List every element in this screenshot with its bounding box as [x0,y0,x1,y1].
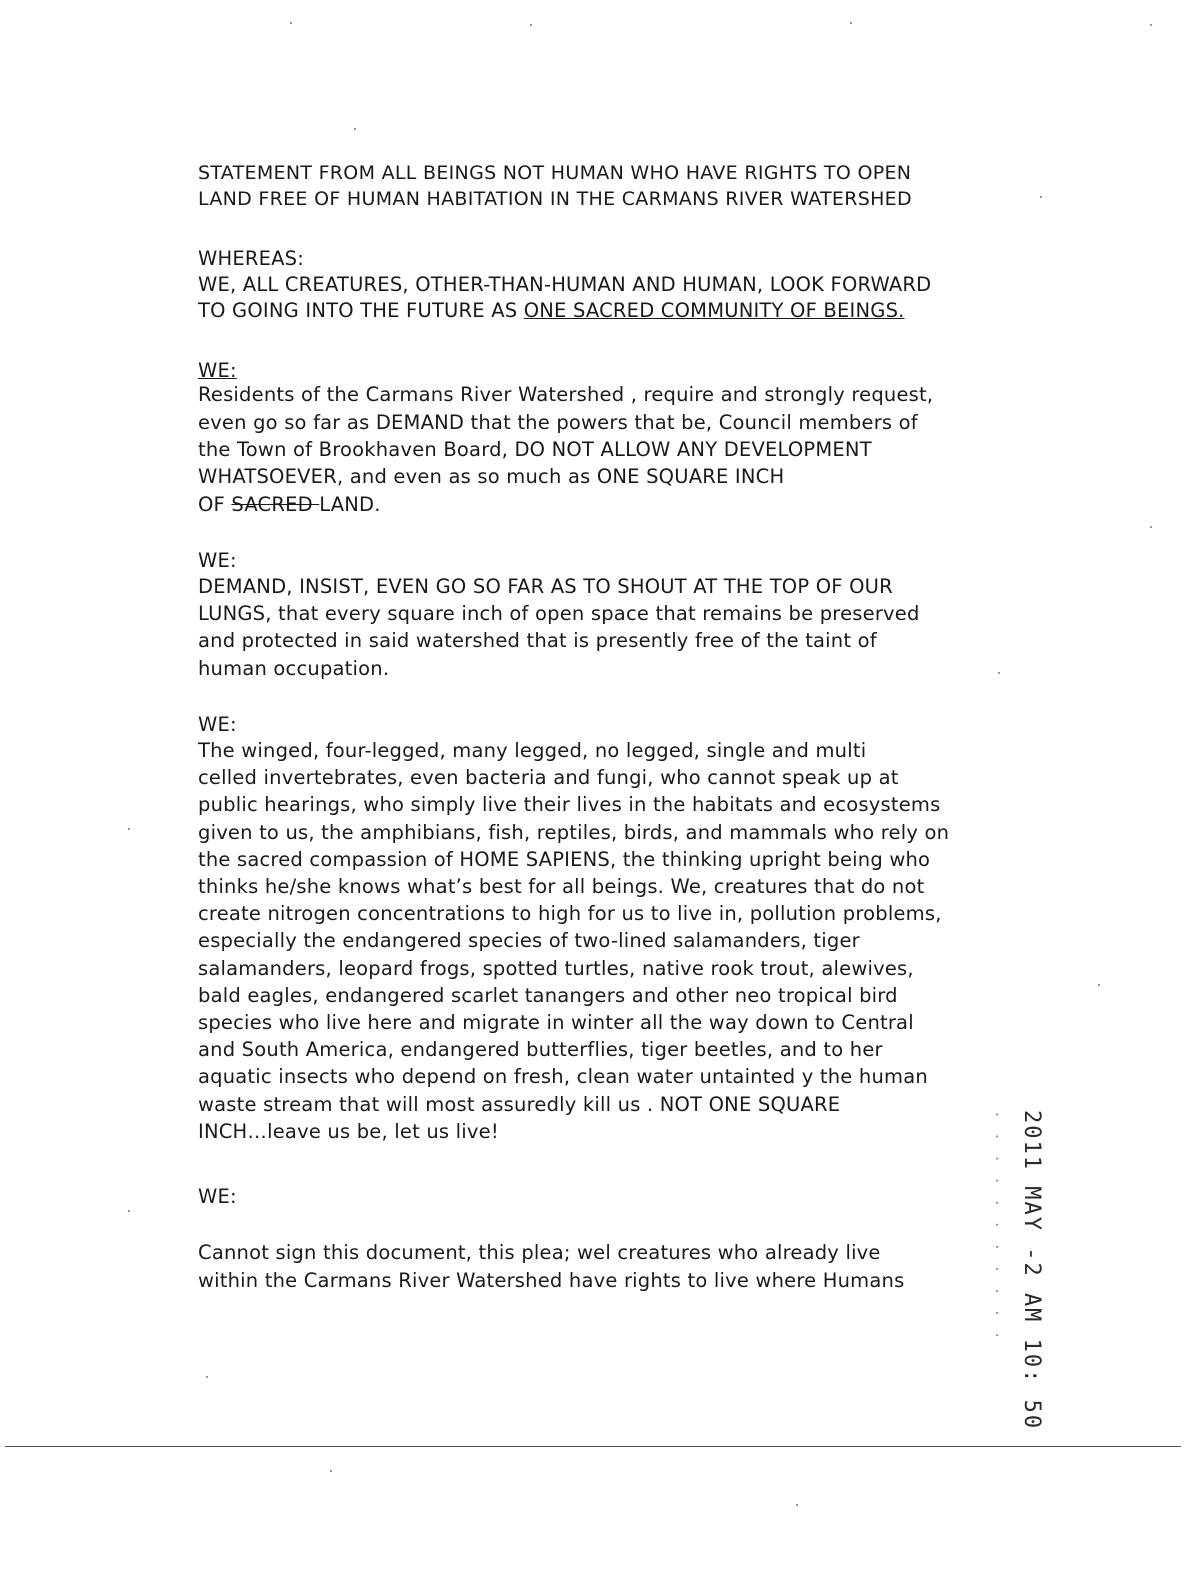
section3-line: given to us, the amphibians, fish, reptiles, birds, and mammals who rely on [198,820,950,844]
section2-line-4: human occupation. [198,657,390,680]
stamp-date-text: 2011 MAY -2 AM 10: 50 [1019,1110,1044,1431]
section1-line-3: the Town of Brookhaven Board, DO NOT ALLOW ANY DEVELOPMENT [198,438,872,461]
scan-speck [128,1210,130,1212]
scan-speck [1150,24,1152,26]
scan-speck [330,1470,332,1472]
scan-speck [1040,196,1042,198]
whereas-line-2 [198,298,905,324]
section3-line: aquatic insects who depend on fresh, clean water untainted y the human [198,1065,928,1089]
section2-line-2: LUNGS, that every square inch of open space that remains be preserved [198,602,920,625]
whereas-underlined-phrase: ONE SACRED COMMUNITY OF BEINGS. [523,299,905,322]
scan-speck [206,1376,208,1378]
section2-line-1: DEMAND, INSIST, EVEN GO SO FAR AS TO SHOUT AT THE TOP OF OUR [198,575,893,598]
section3-line: salamanders, leopard frogs, spotted turtles, native rook trout, alewives, [198,956,914,980]
section2-heading: WE: [198,549,237,572]
section3-line: especially the endangered species of two-lined salamanders, tiger [198,929,860,953]
whereas-line-2-prefix: TO GOING INTO THE FUTURE AS [198,299,524,322]
page-divider-line [5,1446,1181,1447]
scan-speck [1098,984,1100,986]
section1-line-2: even go so far as DEMAND that the powers that be, Council members of [198,411,918,434]
section3-line: waste stream that will most assuredly kill us . NOT ONE SQUARE [198,1092,841,1116]
section4-line-2: within the Carmans River Watershed have rights to live where Humans [198,1269,905,1292]
scan-speck [796,1504,798,1506]
scan-speck [850,22,852,24]
section3-line: create nitrogen concentrations to high for us to live in, pollution problems, [198,902,942,926]
scan-speck [998,672,1000,674]
section1-line-5 [198,492,381,518]
section3-line: thinks he/she knows what’s best for all beings. We, creatures that do not [198,875,925,898]
whereas-line-1: WE, ALL CREATURES, OTHER-THAN-HUMAN AND HUMAN, LOOK FORWARD [198,273,932,296]
section1-last-suffix: LAND. [319,493,381,516]
section1-heading: WE: [198,359,237,382]
section3-line: The winged, four-legged, many legged, no legged, single and multi [198,739,867,762]
section1-line-4: WHATSOEVER, and even as so much as ONE SQUARE INCH [198,465,785,488]
struck-word: SACRED [231,493,320,516]
section3-line: INCH…leave us be, let us live! [198,1119,499,1143]
section3-heading: WE: [198,713,237,736]
title-line-1: STATEMENT FROM ALL BEINGS NOT HUMAN WHO HAVE RIGHTS TO OPEN [198,162,912,184]
section3-line: celled invertebrates, even bacteria and fungi, who cannot speak up at [198,766,899,790]
scan-speck [530,24,532,26]
scan-speck [128,828,130,830]
section3-line: species who live here and migrate in winter all the way down to Central [198,1011,914,1034]
received-date-stamp [960,1110,1050,1431]
scan-speck [354,128,356,130]
section1-line-1: Residents of the Carmans River Watershed , require and strongly request, [198,383,934,406]
section1-last-prefix: OF [198,493,232,516]
scan-speck [290,22,292,24]
title-line-2: LAND FREE OF HUMAN HABITATION IN THE CARMANS RIVER WATERSHED [198,188,912,210]
whereas-heading: WHEREAS: [198,247,305,270]
section3-line: public hearings, who simply live their lives in the habitats and ecosystems [198,793,941,817]
section3-line: bald eagles, endangered scarlet tanangers and other neo tropical bird [198,983,898,1007]
section2-line-3: and protected in said watershed that is presently free of the taint of [198,629,877,652]
section3-line: and South America, endangered butterflies, tiger beetles, and to her [198,1038,883,1062]
section4-heading: WE: [198,1185,237,1208]
stamp-faded-marks: · · · · · · · · · · · [988,1110,1006,1342]
section4-line-1: Cannot sign this document, this plea; wel creatures who already live [198,1241,881,1264]
section3-line: the sacred compassion of HOME SAPIENS, the thinking upright being who [198,847,931,871]
scan-speck [1150,526,1152,528]
